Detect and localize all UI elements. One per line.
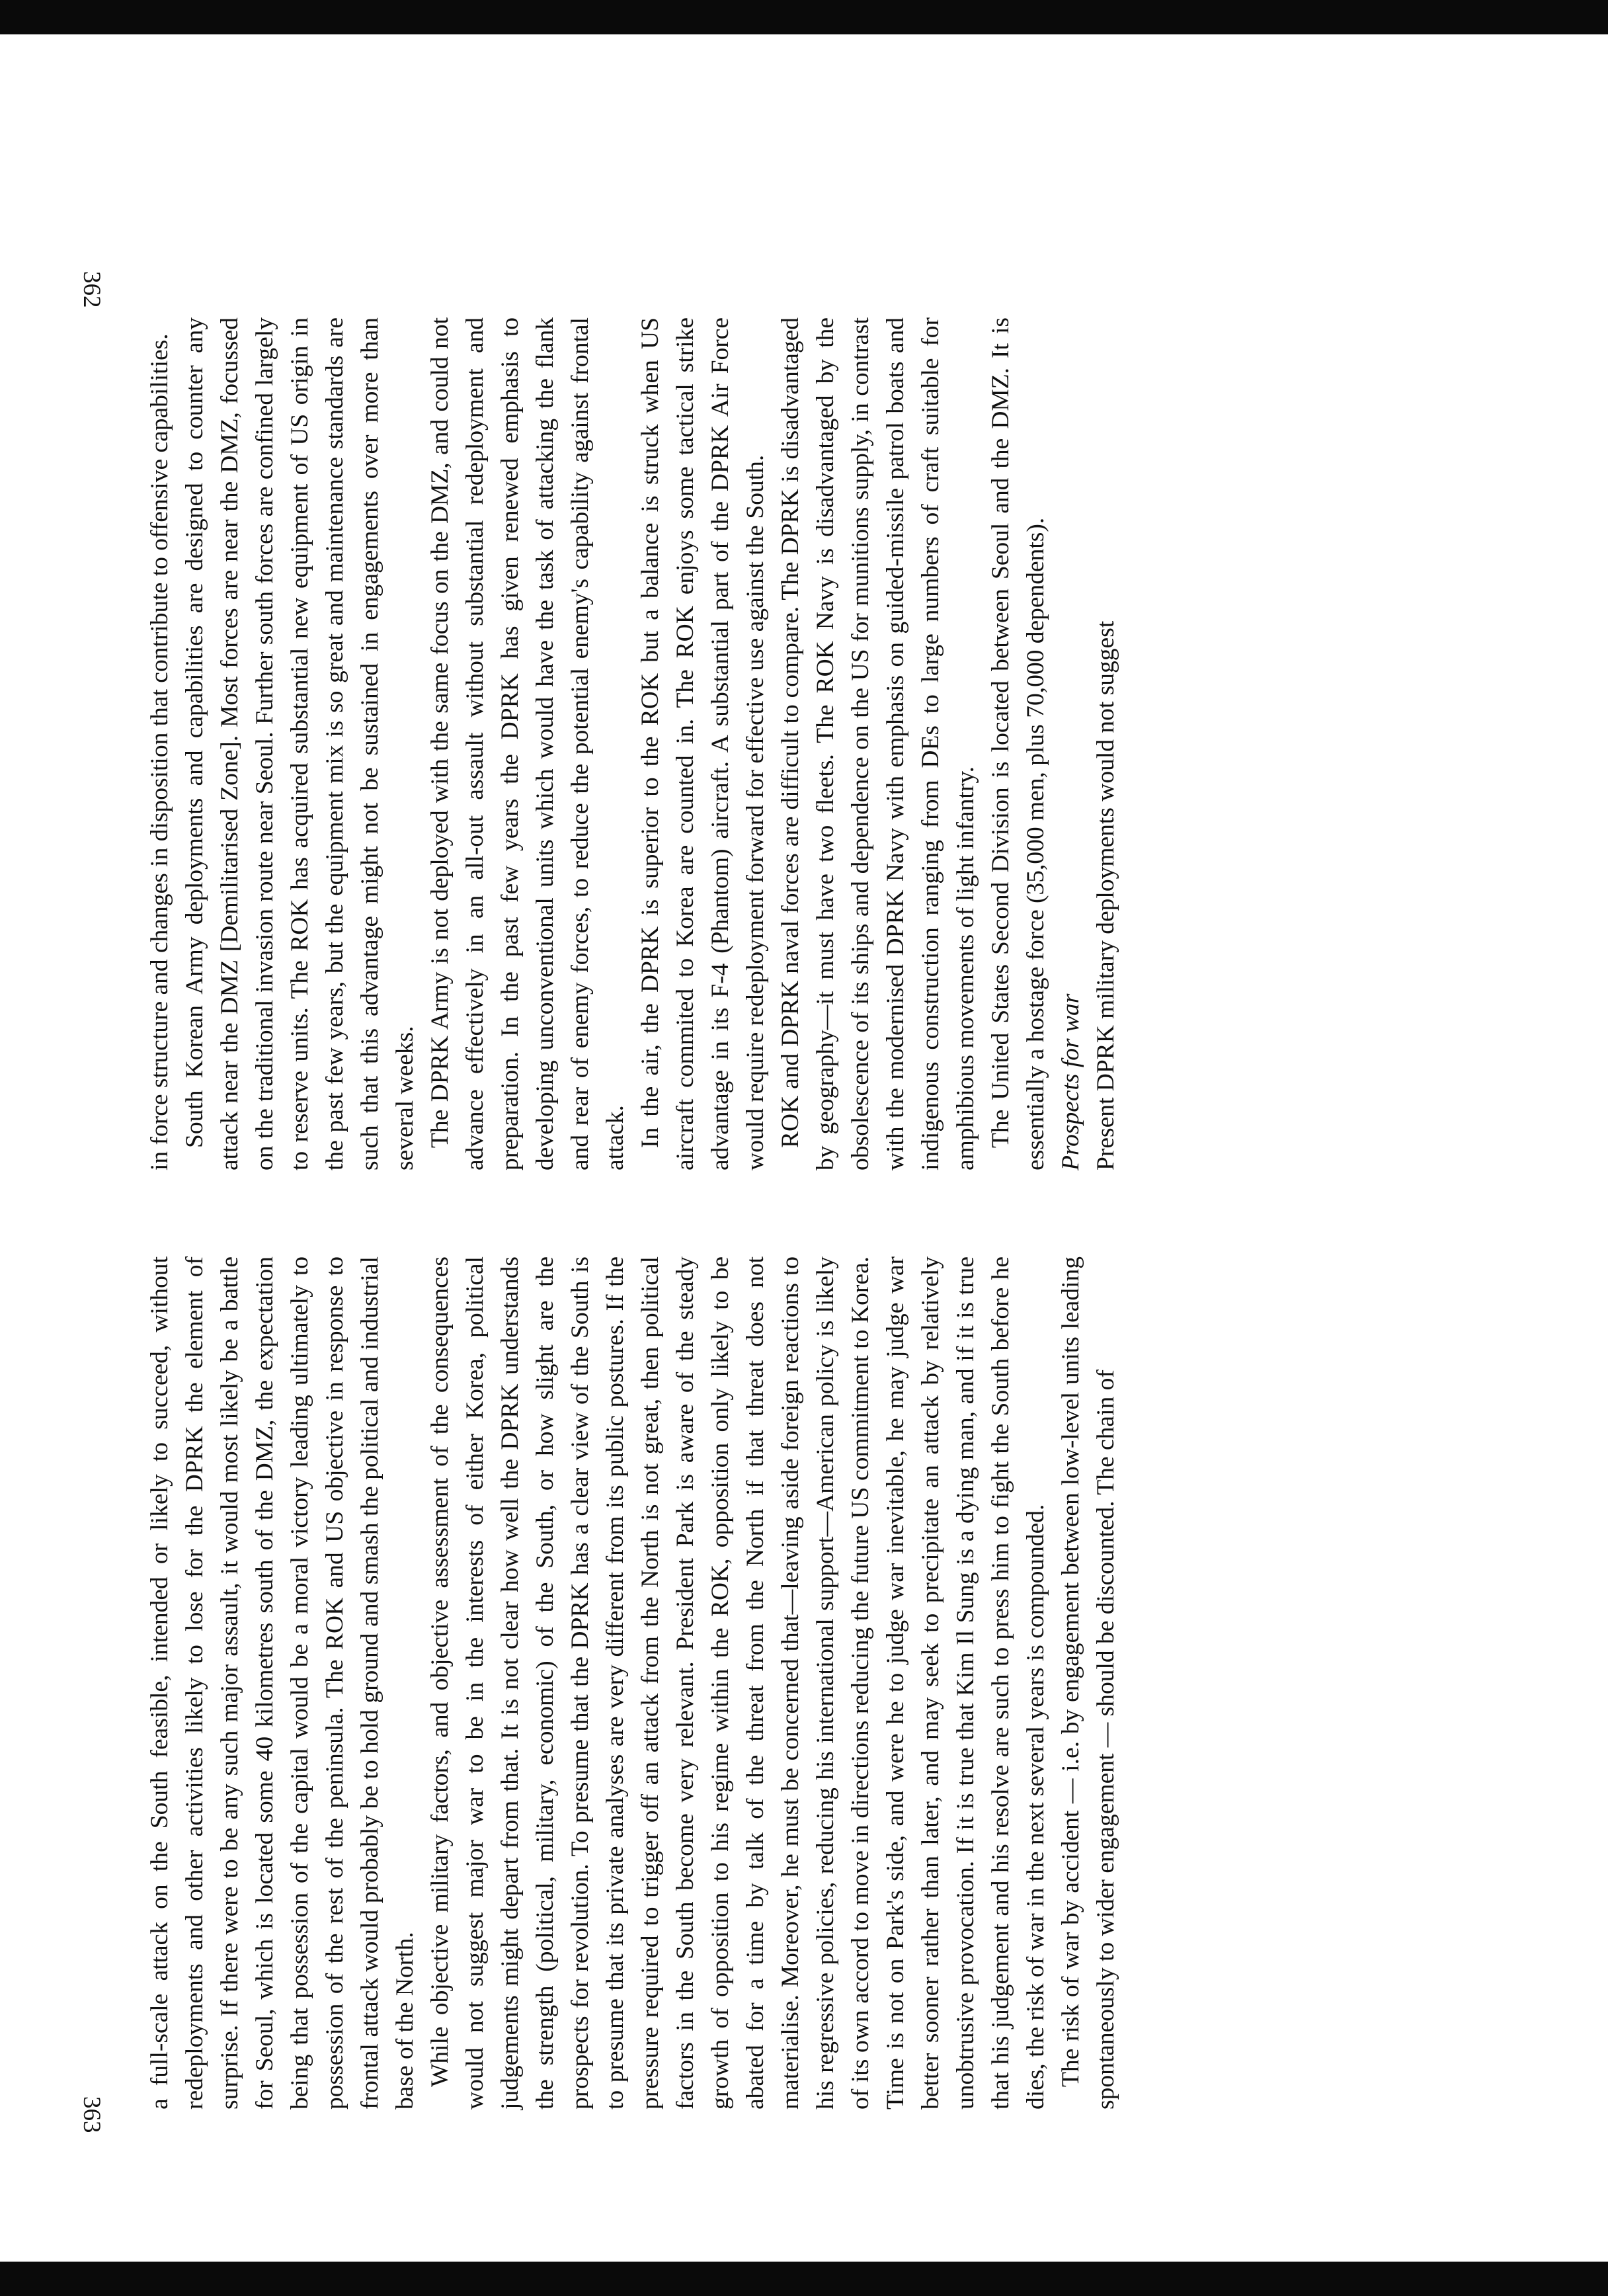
scan-border-top [0,0,1608,34]
scan-border-bottom [0,2262,1608,2296]
page-number-363: 363 [78,2096,105,2133]
page-363 [142,1220,1123,2110]
paragraph: The United States Second Division is located between Seoul and the DMZ. It is essentially a hostage force (35,000 men, plus 70,000 dependents). [987,317,1049,1170]
paragraph: The risk of war by accident — i.e. by engagement between low-level units leading spontaneously to wider engagement — should be discounted. The chain of [1057,1256,1119,2110]
paragraph: ROK and DPRK naval forces are difficult to compare. The DPRK is disadvantaged by geography—it must have two fleets. The ROK Navy is disadvantaged by the obsolescence of its ships and dependence on the US for munitions supply, in contrast with the modernised DPRK Navy with emphasis on guided-missile patrol boats and indigenous construction ranging from DEs to large numbers of craft suitable for amphibious movements of light infantry. [777,317,979,1170]
page-363-column [142,1256,1123,2110]
page-362 [142,278,1123,1170]
page-362-column [142,317,1123,1170]
paragraph: The DPRK Army is not deployed with the same focus on the DMZ, and could not advance effectively in an all-out assault without substantial redeployment and preparation. In the past few years the DPRK has given renewed emphasis to developing unconventional units which would have the task of attacking the flank and rear of enemy forces, to reduce the potential enemy's capability against frontal attack. [426,317,629,1170]
page-number-362: 362 [78,271,105,308]
section-heading: Prospects for war [1057,993,1084,1170]
paragraph: in force structure and changes in disposition that contribute to offensive capabilities. [146,333,173,1170]
paragraph: South Korean Army deployments and capabilities are designed to counter any attack near the DMZ [Demilitarised Zone]. Most forces are near the DMZ, focussed on the traditional invasion route near Seoul. Further south forces are confined largely to reserve units. The ROK has acquired substantial new equipment of US origin in the past few years, but the equipment mix is so great and maintenance standards are such that this advantage might not be sustained in engagements over more than several weeks. [181,317,419,1170]
paragraph: a full-scale attack on the South feasible, intended or likely to succeed, without redeployments and other activities likely to lose for the DPRK the element of surprise. If there were to be any such major assault, it would most likely be a battle for Seoul, which is located some 40 kilometres south of the DMZ, the expectation being that possession of the capital would be a moral victory leading ultimately to possession of the rest of the peninsula. The ROK and US objective in response to frontal attack would probably be to hold ground and smash the political and industrial base of the North. [146,1256,419,2110]
paragraph: While objective military factors, and objective assessment of the consequences would not suggest major war to be in the interests of either Korea, political judgements might depart from that. It is not clear how well the DPRK understands the strength (political, military, economic) of the South, or how slight are the prospects for revolution. To presume that the DPRK has a clear view of the South is to presume that its private analyses are very different from its public postures. If the pressure required to trigger off an attack from the North is not great, then political factors in the South become very relevant. President Park is aware of the steady growth of opposition to his regime within the ROK, opposition only likely to be abated for a time by talk of the threat from the North if that threat does not materialise. Moreover, he must be concerned that—leaving aside foreign reactions to his regressive policies, reducing his international support—American policy is likely of its own accord to move in directions reducing the future US commitment to Korea. Time is not on Park's side, and were he to judge war inevitable, he may judge war better sooner rather than later, and may seek to precipitate an attack by relatively unobtrusive provocation. If it is true that Kim Il Sung is a dying man, and if it is true that his judgement and his resolve are such to press him to fight the South before he dies, the risk of war in the next several years is compounded. [426,1256,1049,2110]
paragraph: Present DPRK military deployments would not suggest [1092,620,1119,1170]
paragraph: In the air, the DPRK is superior to the ROK but a balance is struck when US aircraft commited to Korea are counted in. The ROK enjoys some tactical strike advantage in its F-4 (Phantom) aircraft. A substantial part of the DPRK Air Force would require redeployment forward for effective use against the South. [637,317,769,1170]
